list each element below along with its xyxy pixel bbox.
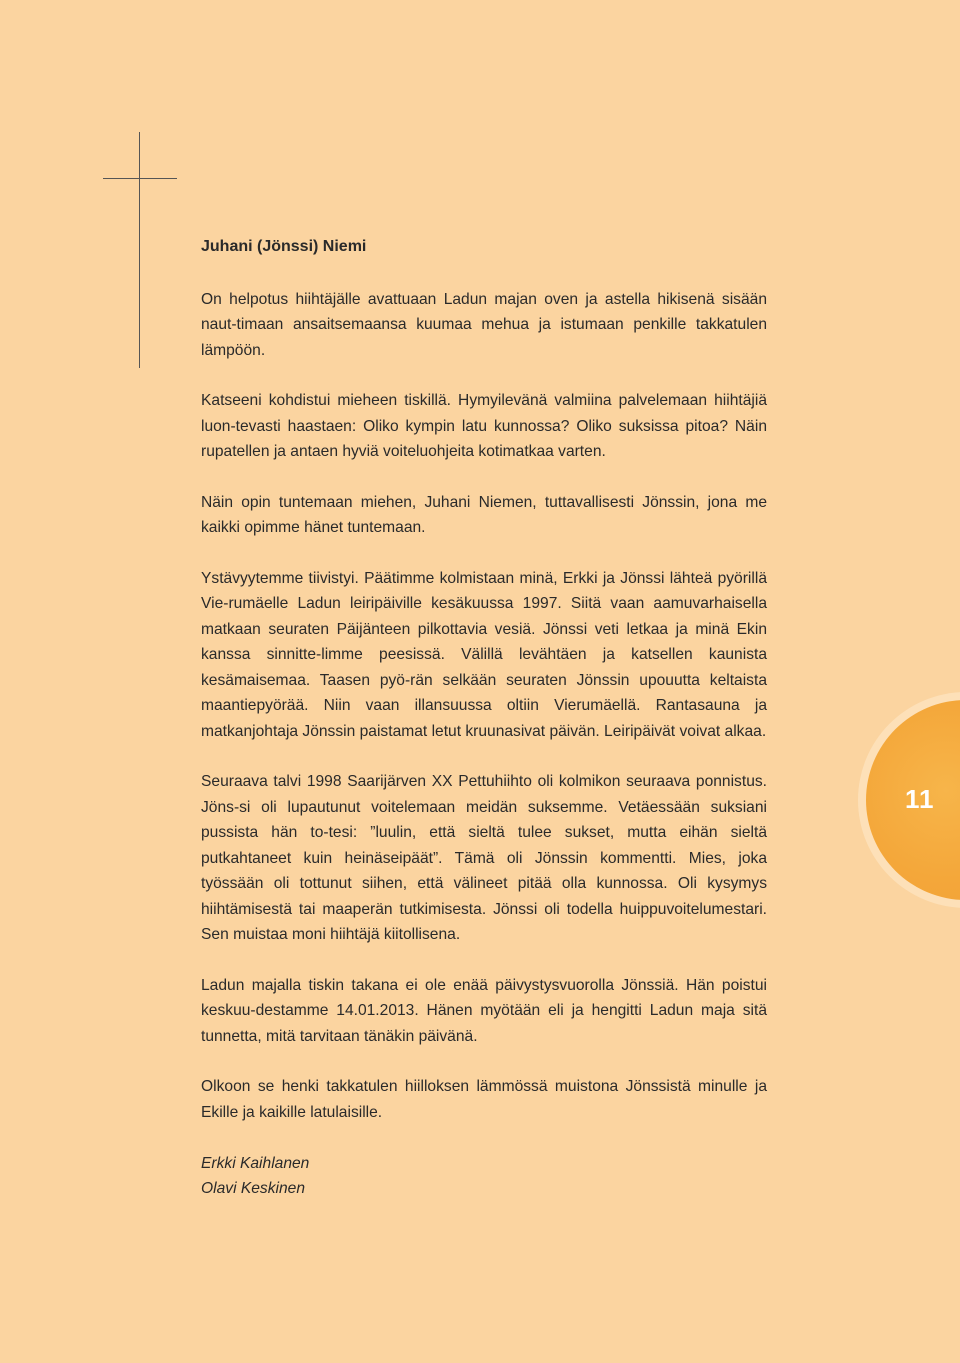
paragraph-7: Olkoon se henki takkatulen hiilloksen lämmössä muistona Jönssistä minulle ja Ekille ja kaikille latulaisille. [201,1078,767,1121]
paragraph-4: Ystävyytemme tiivistyi. Päätimme kolmistaan minä, Erkki ja Jönssi lähteä pyörillä Vie-rumäelle Ladun leiripäiville kesäkuussa 1997. Siitä vaan aamuvarhaisella matkaan seuraten Päijänteen pilkottavia vesiä. Jönssi veti letkaa ja minä Ekin kanssa sinnitte-limme peesissä. Välillä levähtäen ja katsellen kaunista kesämaisemaa. Taasen pyö-rän selkään seuraten Jönssin upouutta keltaista maantiepyörää. Niin vaan illansuussa oltiin Vierumäellä. Rantasauna ja matkanjohtaja Jönssin paistamat letut kruunasivat päivän. Leiripäivät voivat alkaa. [201,569,767,740]
signature-2: Olavi Keskinen [201,1180,306,1197]
paragraph-2: Katseeni kohdistui mieheen tiskillä. Hymyilevänä valmiina palvelemaan hiihtäjiä luon-tevasti haastaen: Oliko kympin latu kunnossa? Oliko suksissa pitoa? Näin rupatellen ja antaen hyviä voiteluohjeita kotimatkaa varten. [201,392,767,460]
article-title: Juhani (Jönssi) Niemi [201,238,367,255]
paragraph-5: Seuraava talvi 1998 Saarijärven XX Pettuhiihto oli kolmikon seuraava ponnistus. Jöns-si oli lupautunut voitelemaan meidän suksemme. Vetäessään suksiani pussista hän to-tesi: ”luulin, että sieltä tulee sukset, mutta eihän sieltä putkahtaneet kuin heinäseipäät”. Tämä oli Jönssin kommentti. Mies, joka työssään oli tottunut siihen, että välineet pitää olla kunnossa. Oli kysymys hiihtämisestä tai maaperän tutkimisesta. Jönssi oli todella huippuvoitelumestari. Sen muistaa moni hiihtäjä kiitollisena. [201,773,767,943]
cross-vertical-line [139,132,140,368]
page-number: 11 [905,784,935,814]
paragraph-1: On helpotus hiihtäjälle avattuaan Ladun majan oven ja astella hikisenä sisään naut-timaan ansaitsemaansa kuumaa mehua ja istumaan penkille takkatulen lämpöön. [201,290,767,359]
signature-1: Erkki Kaihlanen [201,1155,310,1172]
paragraph-3: Näin opin tuntemaan miehen, Juhani Niemen, tuttavallisesti Jönssin, jona me kaikki opimme hänet tuntemaan. [201,493,767,536]
paragraph-6: Ladun majalla tiskin takana ei ole enää päivystysvuorolla Jönssiä. Hän poistui keskuu-destamme 14.01.2013. Hänen myötään eli ja hengitti Ladun maja sitä tunnetta, mitä tarvitaan tänäkin päivänä. [201,976,767,1045]
article [201,234,767,1201]
cross-horizontal-line [103,178,177,179]
